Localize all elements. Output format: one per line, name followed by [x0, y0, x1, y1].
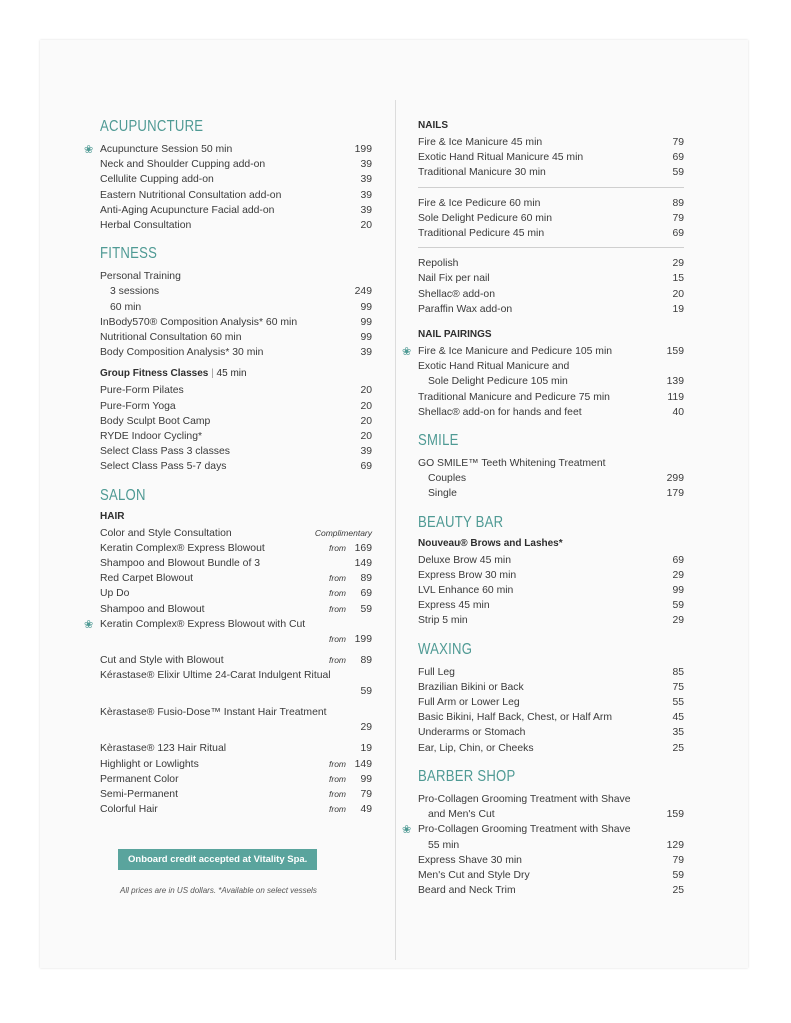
- item-name: Kérastase® Elixir Ultime 24-Carat Indulgent Ritual: [100, 670, 331, 682]
- item-price: Complimentary: [314, 527, 372, 538]
- item-price: 19: [360, 743, 372, 755]
- item-price: 159: [666, 809, 684, 821]
- item-price: 159: [666, 346, 684, 358]
- group-fitness-heading: Group Fitness Classes | 45 min: [100, 368, 247, 380]
- item-price: 129: [666, 839, 684, 851]
- list-item: [418, 695, 684, 710]
- item-name: Single: [428, 488, 457, 500]
- list-item: [100, 284, 372, 299]
- list-item: [100, 429, 372, 444]
- item-name: Ear, Lip, Chin, or Cheeks: [418, 742, 534, 754]
- center-fold: [395, 100, 396, 960]
- list-item: [100, 705, 372, 720]
- section-title: BARBER SHOP: [418, 767, 516, 785]
- item-price: 20: [360, 415, 372, 427]
- item-price: 69: [672, 228, 684, 240]
- item-name: Color and Style Consultation: [100, 527, 232, 539]
- item-name: Cellulite Cupping add-on: [100, 174, 214, 186]
- list-item: [418, 165, 684, 180]
- item-name: Shampoo and Blowout Bundle of 3: [100, 558, 261, 570]
- list-item: [418, 471, 684, 486]
- list-item: [100, 218, 372, 233]
- list-item: [100, 459, 372, 474]
- item-name: Anti-Aging Acupuncture Facial add-on: [100, 204, 275, 216]
- list-item: [100, 399, 372, 414]
- list-item: [418, 883, 684, 898]
- item-name: Express Brow 30 min: [418, 569, 517, 581]
- item-price: 29: [672, 615, 684, 627]
- right-column: [402, 118, 684, 910]
- waxing-section: [418, 641, 684, 756]
- list-item: [418, 211, 684, 226]
- item-price: 39: [360, 159, 372, 171]
- list-item: [418, 710, 684, 725]
- list-item: [418, 456, 684, 471]
- item-name: Permanent Color: [100, 773, 179, 785]
- item-price: 29: [672, 258, 684, 270]
- from-label: from: [329, 542, 346, 553]
- section-title: ACUPUNCTURE: [100, 118, 204, 135]
- item-price: 149: [354, 758, 372, 770]
- item-name: Fire & Ice Pedicure 60 min: [418, 197, 541, 209]
- item-name: Colorful Hair: [100, 804, 158, 816]
- item-price: 179: [666, 488, 684, 500]
- list-item: [418, 725, 684, 740]
- item-price: 59: [672, 869, 684, 881]
- list-item: [100, 172, 372, 187]
- item-name: Keratin Complex® Express Blowout with Cut: [100, 618, 306, 630]
- item-name: Highlight or Lowlights: [100, 758, 199, 770]
- list-item: [418, 374, 684, 389]
- list-item: [418, 792, 684, 807]
- item-price: 39: [360, 174, 372, 186]
- item-price: 59: [360, 603, 372, 615]
- item-price: 20: [672, 288, 684, 300]
- list-item: [100, 330, 372, 345]
- list-item: [100, 571, 372, 586]
- item-price: 59: [672, 600, 684, 612]
- item-price: 55: [672, 697, 684, 709]
- nails-section: [418, 120, 684, 317]
- item-name: Up Do: [100, 588, 130, 600]
- section-title: BEAUTY BAR: [418, 513, 504, 531]
- list-item: [100, 668, 372, 683]
- list-item: [100, 586, 372, 601]
- item-name: InBody570® Composition Analysis* 60 min: [100, 316, 298, 328]
- from-label: from: [329, 655, 346, 666]
- list-item: [100, 541, 372, 556]
- item-name: 55 min: [428, 839, 460, 851]
- item-name: Fire & Ice Manicure 45 min: [418, 137, 543, 148]
- item-name: Underarms or Stomach: [418, 727, 526, 739]
- item-name: Strip 5 min: [418, 615, 468, 627]
- item-name: Personal Training: [100, 271, 181, 283]
- divider: [418, 187, 684, 188]
- item-price: 149: [354, 558, 372, 570]
- item-price: 199: [354, 634, 372, 646]
- nail-pairings-heading: NAIL PAIRINGS: [418, 329, 492, 341]
- from-label: from: [329, 588, 346, 599]
- item-price: 89: [672, 197, 684, 209]
- barber-section: [402, 767, 684, 898]
- list-item: [100, 787, 372, 802]
- acupuncture-section: [84, 118, 372, 233]
- item-price: 169: [354, 542, 372, 554]
- item-price: 59: [672, 167, 684, 179]
- item-price: 35: [672, 727, 684, 739]
- item-name: Nail Fix per nail: [418, 273, 490, 285]
- list-item: [418, 807, 684, 822]
- list-item: [100, 757, 372, 772]
- list-item: [100, 684, 372, 699]
- smile-section: [418, 432, 684, 502]
- list-item: [418, 613, 684, 628]
- item-price: 39: [360, 189, 372, 201]
- from-label: from: [329, 758, 346, 769]
- lotus-icon: ❀: [402, 346, 412, 359]
- item-name: Full Arm or Lower Leg: [418, 697, 520, 709]
- list-item: [100, 300, 372, 315]
- item-name: RYDE Indoor Cycling*: [100, 431, 203, 443]
- list-item: [418, 853, 684, 868]
- item-name: Body Sculpt Boot Camp: [100, 415, 211, 427]
- item-price: 49: [360, 804, 372, 816]
- from-label: from: [329, 603, 346, 614]
- item-name: Men's Cut and Style Dry: [418, 869, 530, 881]
- item-price: 139: [666, 376, 684, 388]
- onboard-credit-banner: Onboard credit accepted at Vitality Spa.: [118, 849, 317, 870]
- item-price: 39: [360, 204, 372, 216]
- list-item: [418, 598, 684, 613]
- nail-pairings-section: [402, 329, 684, 420]
- item-name: Select Class Pass 5-7 days: [100, 461, 227, 473]
- from-label: from: [329, 773, 346, 784]
- list-item: [418, 226, 684, 241]
- item-name: Shellac® add-on: [418, 288, 495, 300]
- item-name: Semi-Permanent: [100, 788, 178, 800]
- item-price: 20: [360, 220, 372, 232]
- list-item: [100, 203, 372, 218]
- item-name: Shellac® add-on for hands and feet: [418, 406, 582, 418]
- list-item: [100, 414, 372, 429]
- list-item: [100, 157, 372, 172]
- item-name: Beard and Neck Trim: [418, 885, 516, 897]
- list-item: [100, 556, 372, 571]
- item-price: 29: [360, 722, 372, 734]
- left-column: [84, 118, 372, 829]
- item-name: Traditional Manicure 30 min: [418, 167, 546, 179]
- item-name: Herbal Consultation: [100, 220, 192, 232]
- list-item: [418, 150, 684, 165]
- item-name: Couples: [428, 473, 467, 485]
- from-label: from: [329, 573, 346, 584]
- item-price: 85: [672, 666, 684, 678]
- section-title: SMILE: [418, 432, 459, 450]
- item-name: Pure-Form Yoga: [100, 400, 176, 412]
- list-item: [100, 802, 372, 817]
- list-item: [100, 315, 372, 330]
- item-name: Express 45 min: [418, 600, 490, 612]
- item-name: Exotic Hand Ritual Manicure 45 min: [418, 152, 584, 164]
- item-name: 60 min: [110, 301, 142, 313]
- item-price: 69: [672, 152, 684, 164]
- item-price: 15: [672, 273, 684, 285]
- item-price: 20: [360, 431, 372, 443]
- from-label: from: [329, 804, 346, 815]
- fitness-section: [100, 245, 372, 474]
- item-name: and Men's Cut: [428, 809, 495, 821]
- list-item: [418, 680, 684, 695]
- item-price: 25: [672, 742, 684, 754]
- from-label: from: [329, 788, 346, 799]
- item-price: 20: [360, 385, 372, 397]
- item-name: Kèrastase® Fusio-Dose™ Instant Hair Treatment: [100, 706, 327, 718]
- list-item: [84, 617, 372, 632]
- beauty-bar-sub: Nouveau® Brows and Lashes*: [418, 537, 563, 549]
- item-name: Full Leg: [418, 666, 455, 678]
- item-name: Express Shave 30 min: [418, 854, 522, 866]
- item-price: 199: [354, 144, 372, 155]
- item-price: 69: [360, 461, 372, 473]
- item-price: 99: [360, 301, 372, 313]
- item-name: Keratin Complex® Express Blowout: [100, 542, 265, 554]
- list-item: [402, 344, 684, 359]
- list-item: [418, 287, 684, 302]
- item-name: 3 sessions: [110, 286, 160, 298]
- item-name: Pure-Form Pilates: [100, 385, 184, 397]
- section-title: SALON: [100, 486, 146, 504]
- item-price: 299: [666, 473, 684, 485]
- item-name: Pro-Collagen Grooming Treatment with Shave: [418, 793, 631, 805]
- item-price: 19: [672, 303, 684, 315]
- list-item: [100, 632, 372, 647]
- item-price: 79: [672, 137, 684, 148]
- item-name: Eastern Nutritional Consultation add-on: [100, 189, 282, 201]
- item-name: Shampoo and Blowout: [100, 603, 205, 615]
- hair-heading: HAIR: [100, 510, 125, 522]
- item-name: Sole Delight Pedicure 60 min: [418, 212, 552, 224]
- list-item: [84, 142, 372, 157]
- item-name: GO SMILE™ Teeth Whitening Treatment: [418, 458, 606, 470]
- list-item: [100, 188, 372, 203]
- item-price: 75: [672, 681, 684, 693]
- list-item: [100, 269, 372, 284]
- list-item: [100, 526, 372, 541]
- item-name: Deluxe Brow 45 min: [418, 554, 511, 566]
- list-item: [418, 196, 684, 211]
- item-name: Fire & Ice Manicure and Pedicure 105 min: [418, 346, 613, 358]
- list-item: [418, 568, 684, 583]
- divider: [418, 247, 684, 248]
- item-name: Select Class Pass 3 classes: [100, 446, 230, 458]
- item-name: Neck and Shoulder Cupping add-on: [100, 159, 266, 171]
- item-name: Paraffin Wax add-on: [418, 303, 513, 315]
- list-item: [418, 256, 684, 271]
- item-name: Kèrastase® 123 Hair Ritual: [100, 743, 227, 755]
- list-item: [100, 383, 372, 398]
- list-item: [100, 653, 372, 668]
- item-name: Repolish: [418, 258, 459, 270]
- item-price: 69: [672, 554, 684, 566]
- item-price: 89: [360, 655, 372, 667]
- salon-section: [84, 486, 372, 818]
- list-item: [100, 772, 372, 787]
- item-price: 69: [360, 588, 372, 600]
- item-name: Pro-Collagen Grooming Treatment with Shave: [418, 824, 631, 836]
- item-price: 59: [360, 685, 372, 697]
- item-price: 39: [360, 347, 372, 359]
- from-label: from: [329, 634, 346, 645]
- item-name: Cut and Style with Blowout: [100, 655, 224, 667]
- lotus-icon: ❀: [84, 618, 94, 631]
- list-item: [418, 359, 684, 374]
- list-item: [418, 271, 684, 286]
- list-item: [418, 583, 684, 598]
- item-price: 99: [360, 773, 372, 785]
- list-item: [418, 486, 684, 501]
- item-name: Acupuncture Session 50 min: [100, 144, 233, 155]
- item-name: Basic Bikini, Half Back, Chest, or Half Arm: [418, 712, 613, 724]
- item-name: Red Carpet Blowout: [100, 573, 193, 585]
- section-title: FITNESS: [100, 245, 158, 263]
- item-price: 99: [672, 585, 684, 597]
- item-name: Nutritional Consultation 60 min: [100, 332, 242, 344]
- item-price: 45: [672, 712, 684, 724]
- list-item: [100, 345, 372, 360]
- list-item: [100, 602, 372, 617]
- list-item: [418, 405, 684, 420]
- item-name: Traditional Pedicure 45 min: [418, 228, 545, 240]
- list-item: [100, 741, 372, 756]
- item-price: 89: [360, 573, 372, 585]
- lotus-icon: ❀: [84, 144, 94, 156]
- lotus-icon: ❀: [402, 824, 412, 837]
- list-item: [402, 822, 684, 837]
- section-title: WAXING: [418, 640, 473, 658]
- footnote: All prices are in US dollars. *Available on select vessels: [120, 886, 317, 895]
- item-name: Exotic Hand Ritual Manicure and: [418, 361, 570, 373]
- list-item: [418, 838, 684, 853]
- item-price: 79: [672, 854, 684, 866]
- item-price: 29: [672, 569, 684, 581]
- item-name: Traditional Manicure and Pedicure 75 min: [418, 391, 610, 403]
- item-name: LVL Enhance 60 min: [418, 585, 514, 597]
- list-item: [418, 302, 684, 317]
- item-price: 249: [354, 286, 372, 298]
- beauty-bar-section: [418, 514, 684, 629]
- list-item: [418, 665, 684, 680]
- item-price: 25: [672, 885, 684, 897]
- list-item: [418, 390, 684, 405]
- item-price: 39: [360, 446, 372, 458]
- nails-heading: NAILS: [418, 120, 448, 131]
- list-item: [418, 135, 684, 150]
- item-name: Brazilian Bikini or Back: [418, 681, 524, 693]
- item-price: 99: [360, 332, 372, 344]
- item-price: 20: [360, 400, 372, 412]
- item-name: Sole Delight Pedicure 105 min: [428, 376, 568, 388]
- list-item: [418, 741, 684, 756]
- item-price: 40: [672, 406, 684, 418]
- list-item: [100, 720, 372, 735]
- list-item: [100, 444, 372, 459]
- item-price: 99: [360, 316, 372, 328]
- list-item: [418, 553, 684, 568]
- item-price: 79: [672, 212, 684, 224]
- list-item: [418, 868, 684, 883]
- item-price: 119: [667, 391, 684, 403]
- item-name: Body Composition Analysis* 30 min: [100, 347, 264, 359]
- item-price: 79: [360, 788, 372, 800]
